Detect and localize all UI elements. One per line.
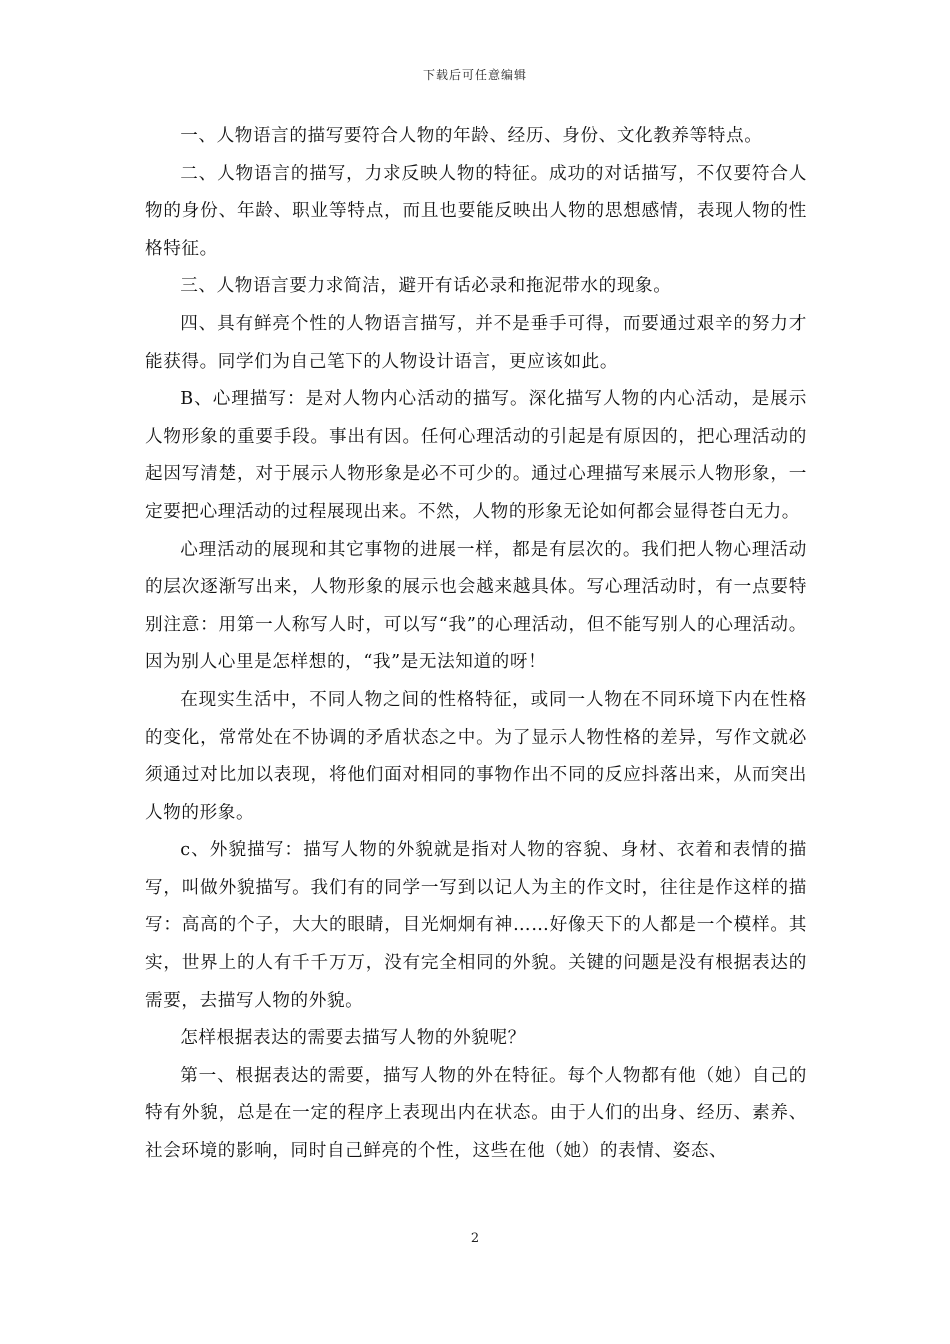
paragraph-1: 一、人物语言的描写要符合人物的年龄、经历、身份、文化教养等特点。 (180, 126, 763, 146)
paragraph-10: 第一、根据表达的需要，描写人物的外在特征。每个人物都有他（她）自己的特有外貌，总是在一定的程序上表现出内在状态。由于人们的出身、经历、素养、社会环境的影响，同时自己鲜亮的个性，这些在他（她）的表情、姿态、 (145, 1065, 807, 1162)
paragraph-3: 三、人物语言要力求简洁，避开有话必录和拖泥带水的现象。 (180, 276, 672, 297)
paragraph-8: c、外貌描写：描写人物的外貌就是指对人物的容貌、身材、衣着和表情的描写，叫做外貌描写。我们有的同学一写到以记人为主的作文时，往往是作这样的描写：高高的个子，大大的眼睛，目光炯炯有神……好像天下的人都是一个模样。其实，世界上的人有千千万万，没有完全相同的外貌。关键的问题是没有根据表达的需要，去描写人物的外貌。 (145, 840, 807, 1011)
paragraph-4: 四、具有鲜亮个性的人物语言描写，并不是垂手可得，而要通过艰辛的努力才能获得。同学们为自己笔下的人物设计语言，更应该如此。 (145, 313, 807, 372)
paragraph-9: 怎样根据表达的需要去描写人物的外貌呢？ (180, 1028, 526, 1049)
document-body (145, 118, 807, 1171)
page-header: 下载后可任意编辑 (422, 68, 527, 82)
paragraph-5: B、心理描写：是对人物内心活动的描写。深化描写人物的内心活动，是展示人物形象的重要手段。事出有因。任何心理活动的引起是有原因的，把心理活动的起因写清楚，对于展示人物形象是必不可少的。通过心理描写来展示人物形象，一定要把心理活动的过程展现出来。不然，人物的形象无论如何都会显得苍白无力。 (145, 389, 807, 522)
paragraph-7: 在现实生活中，不同人物之间的性格特征，或同一人物在不同环境下内在性格的变化，常常处在不协调的矛盾状态之中。为了显示人物性格的差异，写作文就必须通过对比加以表现，将他们面对相同的事物作出不同的反应抖落出来，从而突出人物的形象。 (145, 689, 807, 823)
page-number: 2 (470, 1231, 480, 1246)
paragraph-2: 二、人物语言的描写，力求反映人物的特征。成功的对话描写，不仅要符合人物的身份、年龄、职业等特点，而且也要能反映出人物的思想感情，表现人物的性格特征。 (145, 163, 807, 259)
paragraph-6: 心理活动的展现和其它事物的进展一样，都是有层次的。我们把人物心理活动的层次逐渐写出来，人物形象的展示也会越来越具体。写心理活动时，有一点要特别注意：用第一人称写人时，可以写“我”的心理活动，但不能写别人的心理活动。因为别人心里是怎样想的，“我”是无法知道的呀！ (145, 539, 807, 673)
